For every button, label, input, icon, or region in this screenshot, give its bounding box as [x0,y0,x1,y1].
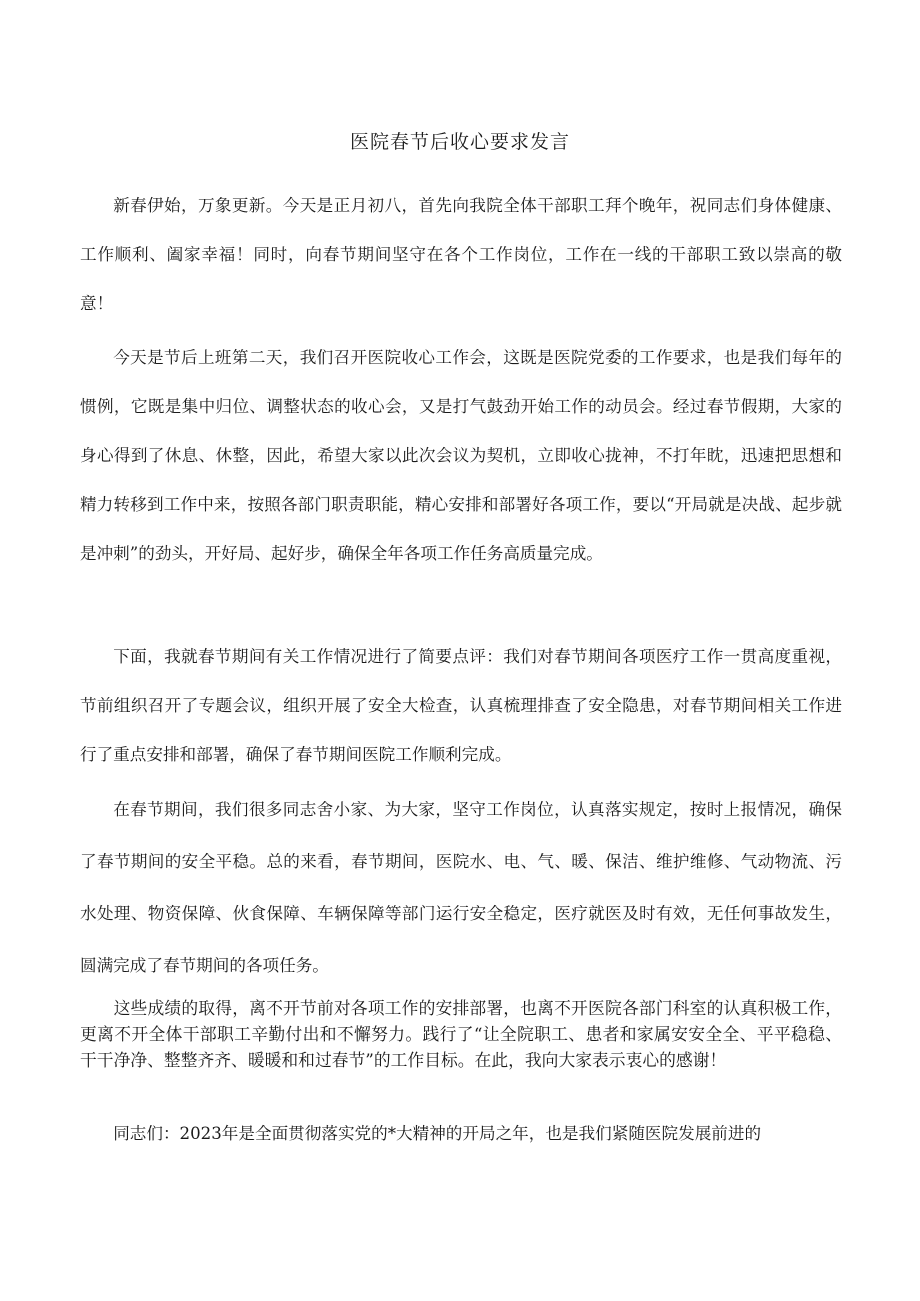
paragraph-3: 下面，我就春节期间有关工作情况进行了简要点评：我们对春节期间各项医疗工作一贯高度重视，节前组织召开了专题会议，组织开展了安全大检查，认真梳理排查了安全隐患，对春节期间相关工作进行了重点安排和部署，确保了春节期间医院工作顺利完成。 [80,647,842,764]
paragraph-6: 同志们：2023年是全面贯彻落实党的*大精神的开局之年，也是我们紧随医院发展前进的 [113,1124,762,1143]
paragraph-4: 在春节期间，我们很多同志舍小家、为大家，坚守工作岗位，认真落实规定，按时上报情况，确保了春节期间的安全平稳。总的来看，春节期间，医院水、电、气、暖、保洁、维护维修、气动物流、污水处理、物资保障、伙食保障、车辆保障等部门运行安全稳定，医疗就医及时有效，无任何事故发生，圆满完成了春节期间的各项任务。 [80,800,842,975]
paragraph-2: 今天是节后上班第二天，我们召开医院收心工作会，这既是医院党委的工作要求，也是我们每年的惯例，它既是集中归位、调整状态的收心会，又是打气鼓劲开始工作的动员会。经过春节假期，大家的身心得到了休息、休整，因此，希望大家以此次会议为契机，立即收心拢神，不打年眈，迅速把思想和精力转移到工作中来，按照各部门职责职能，精心安排和部署好各项工作，要以“开局就是决战、起步就是冲刺”的劲头，开好局、起好步，确保全年各项工作任务高质量完成。 [80,348,842,563]
document-title: 医院春节后收心要求发言 [349,131,570,153]
paragraph-5: 这些成绩的取得，离不开节前对各项工作的安排部署，也离不开医院各部门科室的认真积极工作，更离不开全体干部职工辛勤付出和不懈努力。践行了“让全院职工、患者和家属安安全全、平平稳稳、干干净净、整整齐齐、暖暖和和过春节”的工作目标。在此，我向大家表示衷心的感谢！ [80,998,842,1070]
paragraph-1: 新春伊始，万象更新。今天是正月初八，首先向我院全体干部职工拜个晚年，祝同志们身体健康、工作顺利、阖家幸福！同时，向春节期间坚守在各个工作岗位，工作在一线的干部职工致以崇高的敬意！ [80,196,842,313]
